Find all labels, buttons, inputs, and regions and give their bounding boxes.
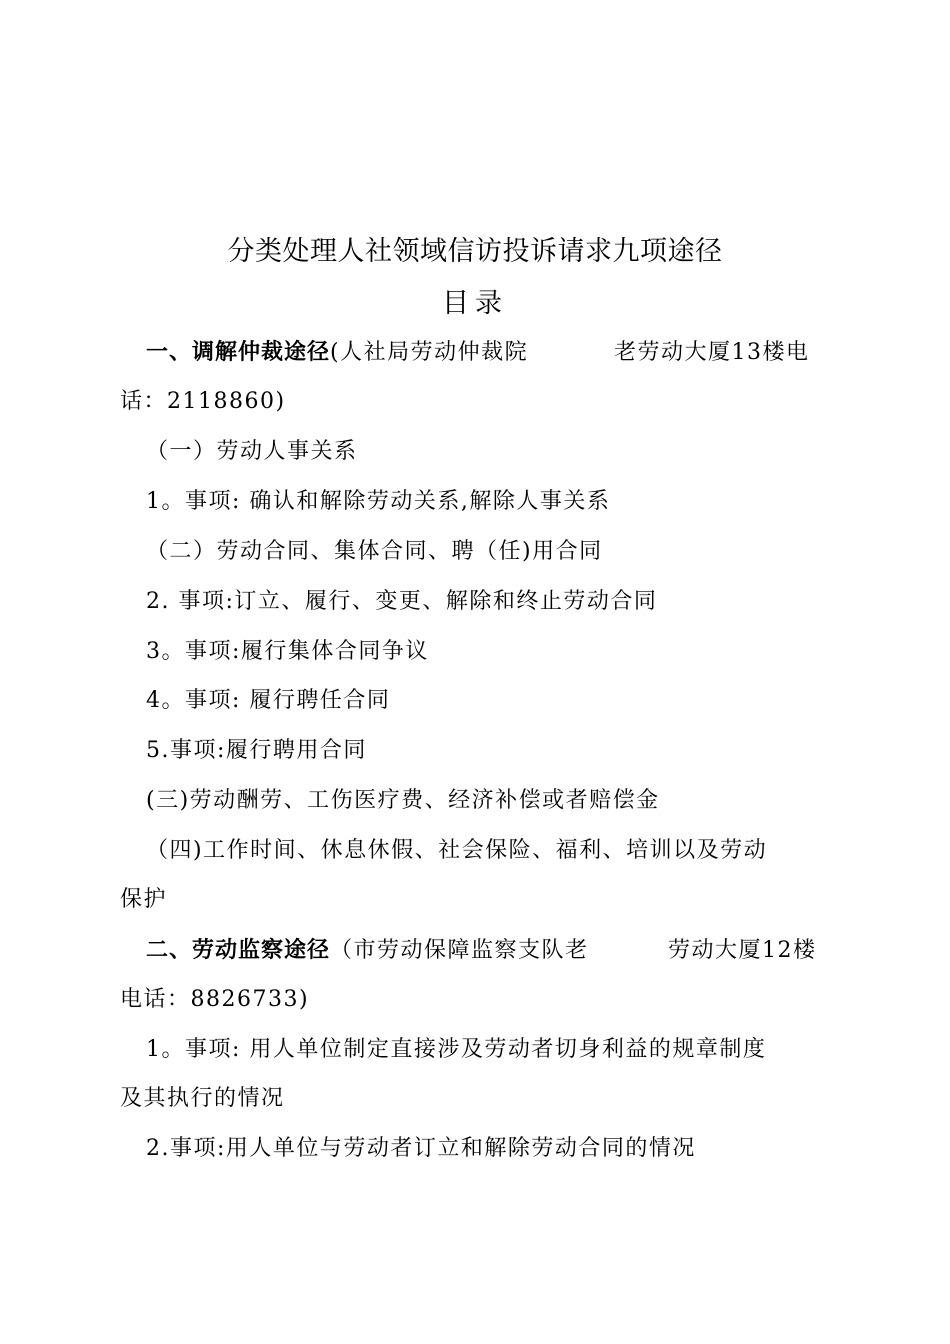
list-item: 5.事项:履行聘用合同 bbox=[146, 738, 367, 763]
section-1-info-part2: 老劳动大厦13楼电 bbox=[614, 340, 810, 365]
list-item: 2. 事项:订立、履行、变更、解除和终止劳动合同 bbox=[146, 589, 658, 614]
section-2-info-part1: （市劳动保障监察支队老 bbox=[330, 938, 589, 963]
section-1-info-cont: 话：2118860) bbox=[120, 389, 286, 414]
section-2-heading: 二、劳动监察途径 bbox=[146, 938, 331, 963]
list-item: （二）劳动合同、集体合同、聘（任)用合同 bbox=[146, 539, 603, 564]
section-2-info-cont: 电话：8826733) bbox=[120, 987, 310, 1012]
list-item: 4。事项: 履行聘任合同 bbox=[146, 688, 391, 713]
list-item: 1。事项: 用人单位制定直接涉及劳动者切身利益的规章制度 bbox=[146, 1037, 767, 1062]
section-1-info-part1: (人社局劳动仲裁院 bbox=[330, 340, 529, 365]
list-item: （一）劳动人事关系 bbox=[146, 439, 358, 464]
list-item: （四)工作时间、休息休假、社会保险、福利、培训以及劳动 bbox=[146, 838, 768, 863]
document-title: 分类处理人社领域信访投诉请求九项途径 bbox=[227, 236, 723, 267]
section-1-heading: 一、调解仲裁途径 bbox=[146, 340, 331, 365]
toc-title: 目录 bbox=[442, 288, 508, 319]
list-item: 2.事项:用人单位与劳动者订立和解除劳动合同的情况 bbox=[146, 1136, 696, 1161]
section-1-heading-line bbox=[146, 336, 528, 370]
section-2-info-part2: 劳动大厦12楼 bbox=[668, 938, 817, 963]
list-item: 3。事项:履行集体合同争议 bbox=[146, 639, 429, 664]
list-item: 1。事项: 确认和解除劳动关系,解除人事关系 bbox=[146, 489, 611, 514]
section-2-heading-line bbox=[146, 934, 589, 968]
list-item: (三)劳动酬劳、工伤医疗费、经济补偿或者赔偿金 bbox=[146, 788, 660, 813]
list-item: 及其执行的情况 bbox=[120, 1086, 285, 1111]
list-item: 保护 bbox=[120, 887, 168, 912]
